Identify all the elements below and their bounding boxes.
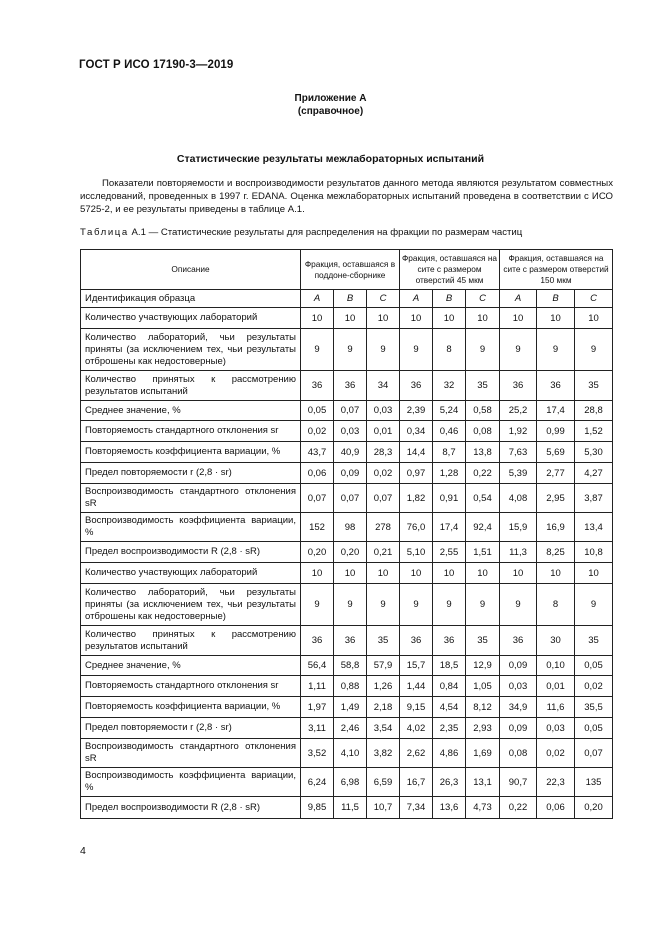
table-cell: 0,97	[400, 463, 433, 484]
table-cell: 4,86	[433, 739, 466, 768]
table-cell: 10	[301, 563, 334, 584]
table-cell: 0,06	[537, 797, 575, 819]
annex-subtitle: (справочное)	[297, 106, 364, 117]
table-cell: B	[334, 290, 367, 308]
table-row	[81, 371, 613, 401]
table-cell: 4,54	[433, 697, 466, 718]
section-title: Статистические результаты межлабораторных испытаний	[176, 153, 485, 165]
table-cell: 12,9	[466, 656, 500, 676]
table-cell: 1,82	[400, 484, 433, 513]
table-row	[81, 626, 613, 656]
table-cell: 28,3	[367, 442, 400, 463]
table-cell: 9	[334, 584, 367, 626]
table-cell: 36	[334, 371, 367, 401]
table-cell: 35,5	[575, 697, 613, 718]
header-group-tray: Фракция, оставшаяся в поддоне-сборнике	[301, 250, 400, 290]
table-cell: 3,82	[367, 739, 400, 768]
table-row	[81, 797, 613, 819]
table-cell: 1,92	[500, 421, 537, 442]
table-cell: 9	[400, 584, 433, 626]
table-cell: 0,10	[537, 656, 575, 676]
header-group-45um: Фракция, оставшаяся на сите с размером отверстий 45 мкм	[400, 250, 500, 290]
table-cell: 17,4	[537, 401, 575, 421]
table-cell: 0,09	[334, 463, 367, 484]
table-cell: 10	[433, 563, 466, 584]
table-row	[81, 739, 613, 768]
table-cell: 35	[466, 371, 500, 401]
table-cell: 56,4	[301, 656, 334, 676]
table-row	[81, 442, 613, 463]
row-label: Предел воспроизводимости R (2,8 · sR)	[81, 797, 301, 819]
table-row	[81, 463, 613, 484]
table-row	[81, 584, 613, 626]
table-row	[81, 421, 613, 442]
table-cell: 2,35	[433, 718, 466, 739]
table-cell: 0,01	[367, 421, 400, 442]
table-cell: 17,4	[433, 513, 466, 542]
table-cell: 8,12	[466, 697, 500, 718]
table-cell: 40,9	[334, 442, 367, 463]
table-cell: 6,24	[301, 768, 334, 797]
table-cell: 34	[367, 371, 400, 401]
table-cell: 36	[334, 626, 367, 656]
table-cell: 5,39	[500, 463, 537, 484]
row-label: Воспроизводимость коэффициента вариации, %	[81, 768, 301, 797]
table-cell: 0,22	[466, 463, 500, 484]
table-cell: 0,46	[433, 421, 466, 442]
table-cell: 1,97	[301, 697, 334, 718]
table-cell: 10	[500, 308, 537, 329]
table-cell: 57,9	[367, 656, 400, 676]
table-cell: 5,10	[400, 542, 433, 563]
table-cell: 43,7	[301, 442, 334, 463]
table-cell: 0,05	[575, 656, 613, 676]
table-cell: 0,21	[367, 542, 400, 563]
row-label: Количество участвующих лабораторий	[81, 308, 301, 329]
table-cell: 0,07	[301, 484, 334, 513]
table-cell: 4,10	[334, 739, 367, 768]
table-cell: 16,7	[400, 768, 433, 797]
table-cell: C	[367, 290, 400, 308]
table-row	[81, 308, 613, 329]
table-cell: 10	[367, 308, 400, 329]
table-cell: 36	[500, 626, 537, 656]
table-cell: 36	[500, 371, 537, 401]
table-cell: 98	[334, 513, 367, 542]
table-cell: 0,20	[334, 542, 367, 563]
table-cell: 6,59	[367, 768, 400, 797]
row-label: Количество лабораторий, чьи результаты приняты (за исключением тех, чьи результаты отброшены как недостоверные)	[81, 329, 301, 371]
table-cell: 10	[575, 308, 613, 329]
table-cell: 0,05	[575, 718, 613, 739]
table-cell: 36	[537, 371, 575, 401]
row-label: Количество лабораторий, чьи результаты приняты (за исключением тех, чьи результаты отброшены как недостоверные)	[81, 584, 301, 626]
row-label: Повторяемость коэффициента вариации, %	[81, 697, 301, 718]
table-cell: 10	[301, 308, 334, 329]
header-group-150um: Фракция, оставшаяся на сите с размером отверстий 150 мкм	[500, 250, 613, 290]
table-row	[81, 513, 613, 542]
table-cell: 10	[537, 308, 575, 329]
table-cell: 4,02	[400, 718, 433, 739]
annex-heading	[0, 92, 661, 118]
table-cell: 26,3	[433, 768, 466, 797]
table-cell: 14,4	[400, 442, 433, 463]
table-cell: 0,20	[575, 797, 613, 819]
table-cell: 9	[575, 329, 613, 371]
table-cell: 34,9	[500, 697, 537, 718]
table-cell: 152	[301, 513, 334, 542]
table-row	[81, 290, 613, 308]
table-cell: 7,63	[500, 442, 537, 463]
table-cell: 13,8	[466, 442, 500, 463]
table-cell: 9	[575, 584, 613, 626]
table-cell: 5,24	[433, 401, 466, 421]
table-row	[81, 718, 613, 739]
table-cell: 35	[466, 626, 500, 656]
table-cell: 92,4	[466, 513, 500, 542]
table-cell: 2,77	[537, 463, 575, 484]
table-cell: 36	[400, 626, 433, 656]
table-cell: 0,02	[537, 739, 575, 768]
table-cell: 9,85	[301, 797, 334, 819]
table-cell: 0,01	[537, 676, 575, 697]
row-label: Воспроизводимость стандартного отклонения sR	[81, 484, 301, 513]
table-cell: 0,84	[433, 676, 466, 697]
table-cell: 9	[367, 584, 400, 626]
table-cell: 0,99	[537, 421, 575, 442]
table-cell: 10	[500, 563, 537, 584]
table-cell: 1,52	[575, 421, 613, 442]
table-cell: 8,25	[537, 542, 575, 563]
table-cell: 10	[575, 563, 613, 584]
table-cell: 10	[466, 308, 500, 329]
table-cell: 9	[537, 329, 575, 371]
table-cell: 0,07	[334, 401, 367, 421]
table-cell: 13,1	[466, 768, 500, 797]
table-cell: 1,26	[367, 676, 400, 697]
table-cell: 58,8	[334, 656, 367, 676]
table-cell: B	[433, 290, 466, 308]
annex-title: Приложение А	[294, 93, 367, 104]
table-cell: 0,07	[367, 484, 400, 513]
table-cell: 13,4	[575, 513, 613, 542]
table-cell: 8	[433, 329, 466, 371]
table-cell: 2,55	[433, 542, 466, 563]
table-cell: 0,03	[334, 421, 367, 442]
table-cell: 28,8	[575, 401, 613, 421]
table-cell: 10	[466, 563, 500, 584]
table-cell: 16,9	[537, 513, 575, 542]
table-cell: 30	[537, 626, 575, 656]
table-cell: 9	[466, 584, 500, 626]
table-cell: 36	[400, 371, 433, 401]
table-cell: 0,08	[500, 739, 537, 768]
table-cell: 32	[433, 371, 466, 401]
table-cell: 2,62	[400, 739, 433, 768]
table-row	[81, 768, 613, 797]
table-cell: 2,95	[537, 484, 575, 513]
table-cell: 0,54	[466, 484, 500, 513]
table-cell: 3,87	[575, 484, 613, 513]
table-cell: 7,34	[400, 797, 433, 819]
table-cell: 4,27	[575, 463, 613, 484]
row-label: Среднее значение, %	[81, 401, 301, 421]
table-cell: 3,52	[301, 739, 334, 768]
table-cell: 0,07	[334, 484, 367, 513]
table-caption-label: А.1 — Статистические результаты для распределения на фракции по размерам частиц	[131, 227, 523, 238]
table-cell: 15,7	[400, 656, 433, 676]
table-cell: 135	[575, 768, 613, 797]
row-label: Повторяемость коэффициента вариации, %	[81, 442, 301, 463]
table-cell: 8,7	[433, 442, 466, 463]
statistics-table	[80, 249, 613, 819]
row-label: Предел повторяемости r (2,8 · sr)	[81, 463, 301, 484]
table-cell: 278	[367, 513, 400, 542]
table-row	[81, 484, 613, 513]
table-cell: 10	[400, 308, 433, 329]
row-label: Воспроизводимость стандартного отклонения sR	[81, 739, 301, 768]
document-header: ГОСТ Р ИСО 17190-3—2019	[79, 59, 234, 71]
table-caption-prefix: Таблица	[80, 227, 129, 238]
table-cell: 5,69	[537, 442, 575, 463]
table-row	[81, 656, 613, 676]
table-cell: 6,98	[334, 768, 367, 797]
table-row	[81, 401, 613, 421]
table-row	[81, 563, 613, 584]
table-cell: 1,51	[466, 542, 500, 563]
table-cell: 9	[466, 329, 500, 371]
table-cell: 4,73	[466, 797, 500, 819]
table-cell: 0,02	[367, 463, 400, 484]
table-cell: 0,34	[400, 421, 433, 442]
table-cell: 2,46	[334, 718, 367, 739]
table-cell: 11,5	[334, 797, 367, 819]
row-label: Количество участвующих лабораторий	[81, 563, 301, 584]
table-cell: 10	[537, 563, 575, 584]
table-cell: 22,3	[537, 768, 575, 797]
table-cell: A	[500, 290, 537, 308]
table-cell: 5,30	[575, 442, 613, 463]
table-cell: 9	[500, 584, 537, 626]
table-cell: 76,0	[400, 513, 433, 542]
page-number: 4	[80, 845, 86, 857]
table-cell: 0,02	[301, 421, 334, 442]
table-cell: 1,11	[301, 676, 334, 697]
table-cell: 9	[301, 584, 334, 626]
table-cell: 3,54	[367, 718, 400, 739]
table-cell: B	[537, 290, 575, 308]
row-label: Предел повторяемости r (2,8 · sr)	[81, 718, 301, 739]
table-cell: 10,8	[575, 542, 613, 563]
table-cell: 9	[433, 584, 466, 626]
table-cell: 2,39	[400, 401, 433, 421]
table-cell: 10	[433, 308, 466, 329]
table-cell: 36	[433, 626, 466, 656]
table-cell: 0,03	[500, 676, 537, 697]
table-cell: 0,05	[301, 401, 334, 421]
table-cell: 13,6	[433, 797, 466, 819]
table-cell: 35	[575, 371, 613, 401]
row-label: Количество принятых к рассмотрению результатов испытаний	[81, 626, 301, 656]
table-row	[81, 697, 613, 718]
table-cell: 11,3	[500, 542, 537, 563]
table-cell: 0,03	[537, 718, 575, 739]
table-cell: 0,09	[500, 656, 537, 676]
table-cell: 9	[400, 329, 433, 371]
table-cell: 0,88	[334, 676, 367, 697]
table-cell: 1,28	[433, 463, 466, 484]
table-cell: 1,69	[466, 739, 500, 768]
row-label: Повторяемость стандартного отклонения sr	[81, 676, 301, 697]
intro-paragraph: Показатели повторяемости и воспроизводимости результатов данного метода являются результатом совместных исследований, проведенных в 1997 г. EDANA. Оценка межлабораторных испытаний проведена в соответствии с ИСО 5725-2, и ее результаты приведены в таблице А.1.	[80, 178, 613, 216]
table-cell: 10,7	[367, 797, 400, 819]
table-cell: 9	[334, 329, 367, 371]
table-cell: 0,03	[367, 401, 400, 421]
header-description: Описание	[81, 250, 301, 290]
table-cell: 0,06	[301, 463, 334, 484]
table-row	[81, 542, 613, 563]
table-cell: 0,22	[500, 797, 537, 819]
table-cell: 11,6	[537, 697, 575, 718]
table-cell: 3,11	[301, 718, 334, 739]
table-cell: 25,2	[500, 401, 537, 421]
table-cell: 10	[334, 563, 367, 584]
table-cell: 8	[537, 584, 575, 626]
table-cell: 0,58	[466, 401, 500, 421]
table-cell: 36	[301, 626, 334, 656]
table-cell: 2,18	[367, 697, 400, 718]
table-cell: 0,09	[500, 718, 537, 739]
table-cell: 9,15	[400, 697, 433, 718]
table-cell: 0,91	[433, 484, 466, 513]
row-label: Предел воспроизводимости R (2,8 · sR)	[81, 542, 301, 563]
row-label: Повторяемость стандартного отклонения sr	[81, 421, 301, 442]
table-cell: 0,07	[575, 739, 613, 768]
table-cell: 10	[400, 563, 433, 584]
table-row	[81, 329, 613, 371]
row-label: Воспроизводимость коэффициента вариации, %	[81, 513, 301, 542]
table-cell: A	[400, 290, 433, 308]
table-cell: 4,08	[500, 484, 537, 513]
table-cell: 10	[367, 563, 400, 584]
table-cell: 36	[301, 371, 334, 401]
table-cell: 10	[334, 308, 367, 329]
table-cell: 9	[500, 329, 537, 371]
table-cell: 35	[367, 626, 400, 656]
table-cell: 15,9	[500, 513, 537, 542]
table-cell: 1,05	[466, 676, 500, 697]
table-header-row	[81, 250, 613, 290]
table-row	[81, 676, 613, 697]
table-cell: 90,7	[500, 768, 537, 797]
table-caption	[80, 227, 522, 238]
table-cell: 2,93	[466, 718, 500, 739]
row-label: Среднее значение, %	[81, 656, 301, 676]
table-cell: A	[301, 290, 334, 308]
table-cell: 0,08	[466, 421, 500, 442]
table-cell: C	[466, 290, 500, 308]
table-cell: 1,49	[334, 697, 367, 718]
table-cell: 9	[301, 329, 334, 371]
row-label: Количество принятых к рассмотрению результатов испытаний	[81, 371, 301, 401]
table-cell: 0,02	[575, 676, 613, 697]
table-cell: 18,5	[433, 656, 466, 676]
table-cell: 9	[367, 329, 400, 371]
row-label: Идентификация образца	[81, 290, 301, 308]
table-cell: 1,44	[400, 676, 433, 697]
table-cell: 35	[575, 626, 613, 656]
table-cell: C	[575, 290, 613, 308]
table-cell: 0,20	[301, 542, 334, 563]
